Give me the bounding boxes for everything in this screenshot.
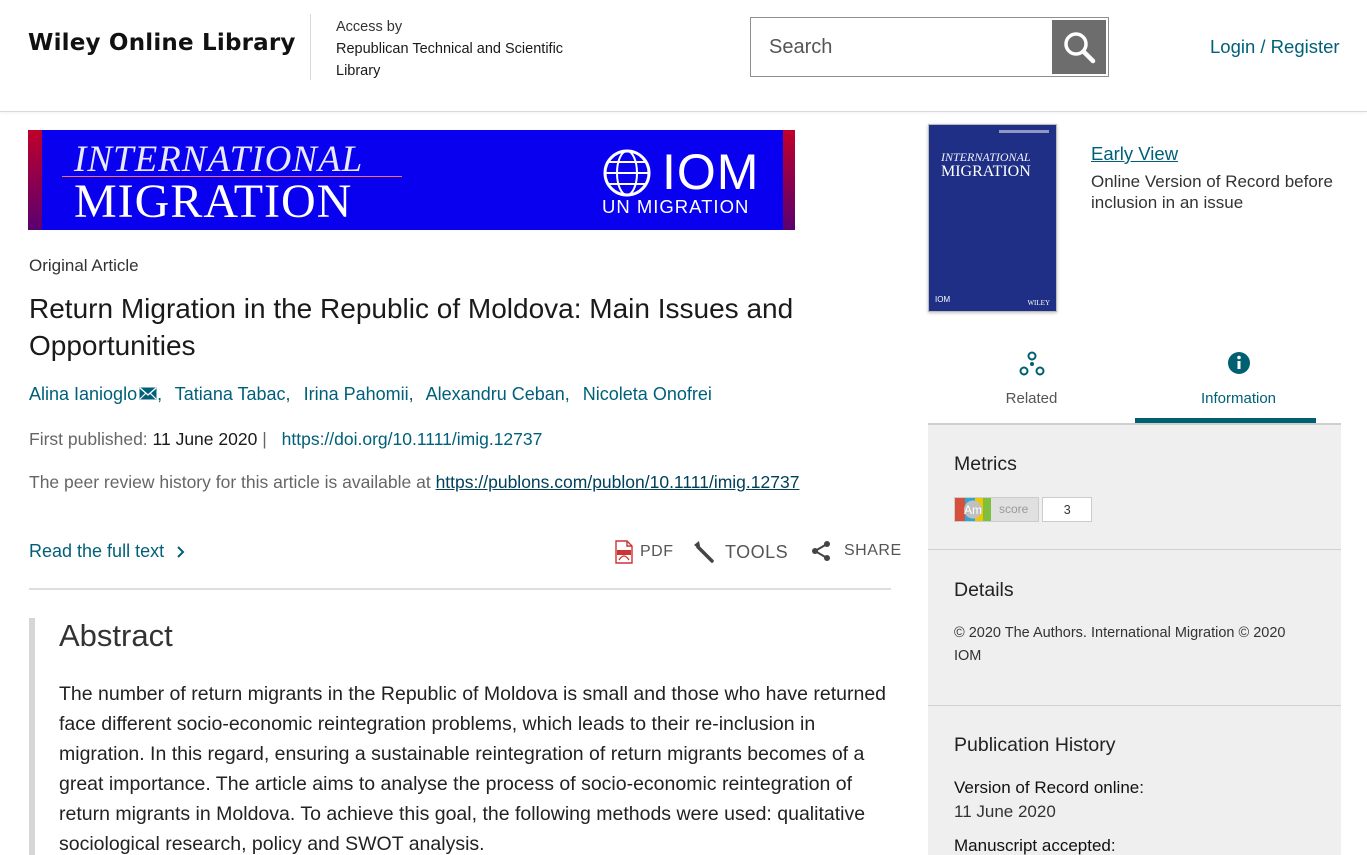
author-link[interactable]: Nicoleta Onofrei	[582, 384, 712, 404]
history-item-label: Version of Record online:	[954, 778, 1144, 797]
information-panel	[928, 423, 1341, 855]
banner-title-line1: INTERNATIONAL	[74, 139, 364, 180]
banner-title-line2: MIGRATION	[74, 175, 353, 228]
peer-review-link[interactable]: https://publons.com/publon/10.1111/imig.12737	[435, 472, 800, 492]
author-name: Alina Ianioglo	[29, 384, 138, 404]
altmetric-badge[interactable]	[954, 497, 1092, 522]
header-divider	[310, 14, 311, 80]
history-item-label: Manuscript accepted:	[954, 836, 1116, 855]
peer-review-line	[29, 472, 799, 493]
access-by-label: Access by	[336, 19, 403, 35]
svg-text:Am: Am	[964, 503, 982, 517]
author-link[interactable]: Irina Pahomii,	[303, 384, 414, 404]
login-register-link[interactable]: Login / Register	[1210, 36, 1340, 57]
pdf-icon	[614, 540, 634, 564]
altmetric-donut-icon	[955, 498, 991, 521]
early-view-link[interactable]: Early View	[1091, 143, 1179, 164]
article-title: Return Migration in the Republic of Moldova: Main Issues and Opportunities	[29, 293, 794, 361]
sidebar-tabs	[928, 345, 1341, 423]
journal-cover[interactable]	[928, 124, 1057, 312]
tools-button[interactable]	[691, 540, 788, 564]
doi-link[interactable]: https://doi.org/10.1111/imig.12737	[281, 429, 543, 449]
iom-logo	[600, 146, 790, 216]
journal-banner[interactable]	[28, 130, 795, 230]
cover-title: MIGRATION	[941, 163, 1031, 180]
article-type: Original Article	[29, 256, 139, 275]
altmetric-score-label: score	[999, 502, 1029, 516]
metrics-heading: Metrics	[954, 453, 1017, 475]
tab-information-label: Information	[1200, 390, 1277, 407]
peer-review-text: The peer review history for this article is available at	[29, 472, 431, 492]
institution-access	[336, 16, 606, 82]
share-button[interactable]	[810, 540, 902, 562]
site-logo[interactable]: Wiley Online Library	[28, 30, 296, 56]
search-icon	[1062, 30, 1096, 64]
altmetric-count: 3	[1042, 497, 1092, 522]
history-item-value: 11 June 2020	[954, 802, 1056, 821]
tools-label: TOOLS	[725, 541, 789, 562]
search-box	[750, 17, 1109, 77]
author-list	[29, 384, 720, 405]
search-input[interactable]	[751, 18, 1051, 76]
search-button[interactable]	[1052, 20, 1106, 74]
wrench-icon	[691, 540, 715, 564]
cover-issue-strip	[999, 130, 1049, 133]
cover-title-italic: INTERNATIONAL	[941, 150, 1031, 164]
details-heading: Details	[954, 579, 1014, 601]
info-icon	[1227, 351, 1251, 375]
pipe-separator: |	[262, 429, 267, 449]
abstract-section	[29, 618, 891, 855]
related-icon	[1019, 351, 1045, 377]
metrics-section	[928, 425, 1341, 550]
altmetric-score-badge	[954, 497, 1039, 522]
abstract-heading: Abstract	[59, 618, 173, 653]
publication-history-heading: Publication History	[954, 734, 1116, 756]
pdf-button[interactable]	[614, 540, 674, 564]
email-icon[interactable]	[139, 387, 157, 400]
early-view-description: Online Version of Record before inclusion in an issue	[1091, 172, 1333, 212]
iom-logo-text: IOM	[662, 144, 760, 200]
tab-related-label: Related	[1005, 390, 1058, 407]
chevron-right-icon	[175, 545, 187, 559]
details-text: © 2020 The Authors. International Migration © 2020 IOM	[954, 625, 1286, 664]
share-icon	[810, 540, 832, 562]
tab-information[interactable]	[1135, 345, 1342, 423]
publication-line	[29, 429, 542, 450]
publication-history-section	[928, 706, 1341, 855]
abstract-text: The number of return migrants in the Republic of Moldova is small and those who have returned face different socio-economic reintegration problems, which leads to their re-inclusion in migration. In this regard, ensuring a sustainable reintegration of return migrants becomes of a great importance. The article aims to analyse the process of socio-economic reintegration of return migrants in Moldova. To achieve this goal, the following methods were used: qualitative sociological research, policy and SWOT analysis.	[59, 683, 887, 855]
institution-name: Republican Technical and Scientific Library	[336, 41, 564, 79]
pdf-label: PDF	[640, 543, 674, 560]
read-full-text-link[interactable]	[29, 541, 187, 562]
cover-publisher: WILEY	[1027, 299, 1050, 307]
cover-org: IOM	[935, 295, 951, 304]
site-header	[0, 0, 1367, 112]
toolbar-divider	[29, 588, 891, 590]
author-link[interactable]	[29, 384, 162, 404]
first-published-label: First published:	[29, 429, 148, 449]
share-label: SHARE	[844, 542, 902, 559]
details-section	[928, 550, 1341, 706]
author-link[interactable]: Tatiana Tabac,	[174, 384, 291, 404]
first-published-date: 11 June 2020	[152, 429, 258, 449]
un-globe-icon	[602, 148, 652, 198]
tab-related[interactable]	[928, 345, 1135, 423]
read-full-text-label: Read the full text	[29, 541, 165, 561]
author-link[interactable]: Alexandru Ceban,	[425, 384, 570, 404]
author-separator: ,	[157, 384, 163, 404]
banner-edge-left	[28, 130, 42, 230]
iom-logo-subtitle: UN MIGRATION	[602, 196, 750, 217]
